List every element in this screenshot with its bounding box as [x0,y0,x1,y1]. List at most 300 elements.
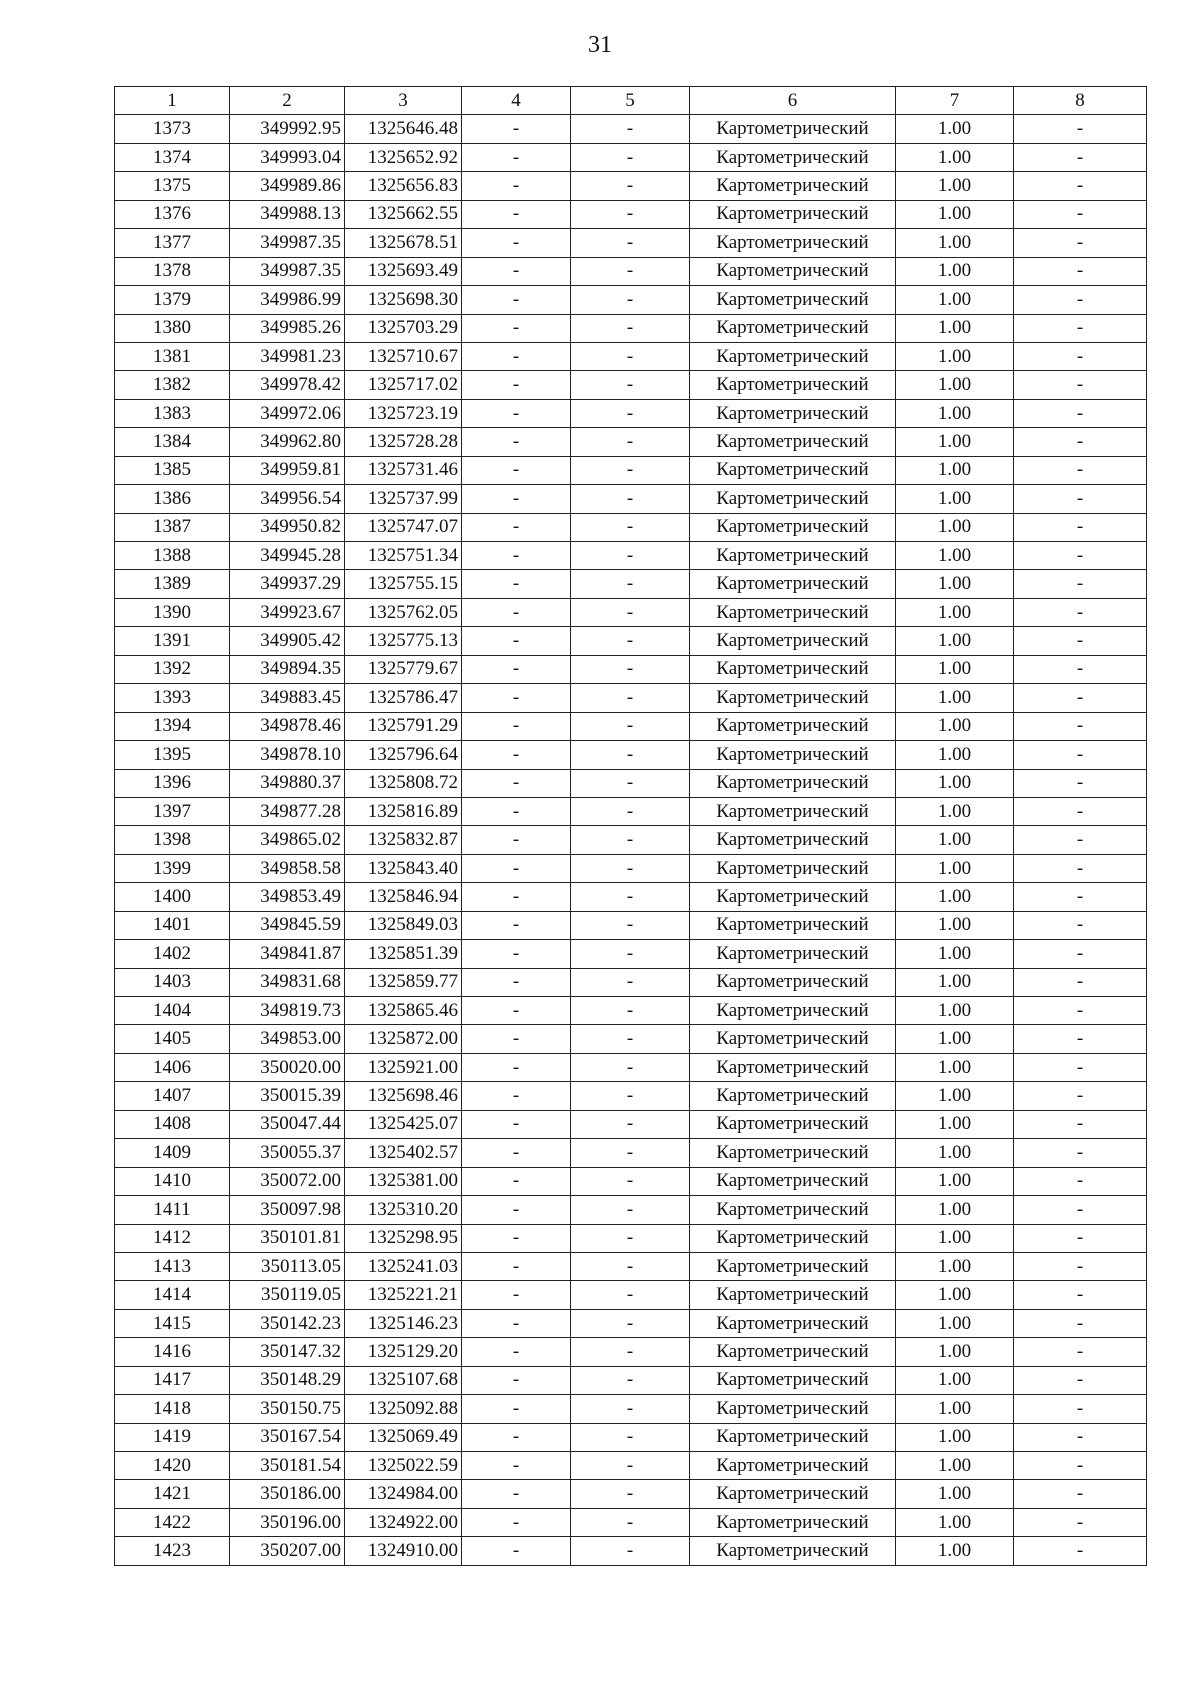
column-header: 4 [462,87,571,115]
method-cell: Картометрический [690,769,896,797]
col5-cell: - [571,911,690,939]
method-cell: Картометрический [690,286,896,314]
col5-cell: - [571,172,690,200]
x-coordinate-cell: 349987.35 [230,257,345,285]
method-cell: Картометрический [690,627,896,655]
y-coordinate-cell: 1325808.72 [345,769,462,797]
method-cell: Картометрический [690,1224,896,1252]
col8-cell: - [1014,456,1147,484]
y-coordinate-cell: 1325921.00 [345,1053,462,1081]
col5-cell: - [571,1110,690,1138]
col8-cell: - [1014,712,1147,740]
x-coordinate-cell: 350181.54 [230,1452,345,1480]
point-number-cell: 1405 [115,1025,230,1053]
col5-cell: - [571,342,690,370]
y-coordinate-cell: 1325656.83 [345,172,462,200]
accuracy-cell: 1.00 [896,968,1014,996]
col5-cell: - [571,1139,690,1167]
col8-cell: - [1014,684,1147,712]
x-coordinate-cell: 350150.75 [230,1395,345,1423]
col4-cell: - [462,485,571,513]
y-coordinate-cell: 1325710.67 [345,342,462,370]
point-number-cell: 1420 [115,1452,230,1480]
table-row [115,1281,1147,1309]
x-coordinate-cell: 349853.00 [230,1025,345,1053]
y-coordinate-cell: 1325843.40 [345,854,462,882]
table-row [115,598,1147,626]
column-header: 3 [345,87,462,115]
col4-cell: - [462,712,571,740]
method-cell: Картометрический [690,342,896,370]
col5-cell: - [571,769,690,797]
table-row [115,286,1147,314]
col4-cell: - [462,1025,571,1053]
table-row [115,883,1147,911]
method-cell: Картометрический [690,257,896,285]
table-row [115,1167,1147,1195]
x-coordinate-cell: 349986.99 [230,286,345,314]
accuracy-cell: 1.00 [896,1224,1014,1252]
col8-cell: - [1014,1452,1147,1480]
accuracy-cell: 1.00 [896,741,1014,769]
method-cell: Картометрический [690,883,896,911]
col4-cell: - [462,1309,571,1337]
table-row [115,826,1147,854]
col8-cell: - [1014,655,1147,683]
method-cell: Картометрический [690,1139,896,1167]
point-number-cell: 1409 [115,1139,230,1167]
method-cell: Картометрический [690,968,896,996]
col8-cell: - [1014,314,1147,342]
col8-cell: - [1014,911,1147,939]
x-coordinate-cell: 349978.42 [230,371,345,399]
col4-cell: - [462,229,571,257]
col8-cell: - [1014,1025,1147,1053]
accuracy-cell: 1.00 [896,1309,1014,1337]
x-coordinate-cell: 349923.67 [230,598,345,626]
col4-cell: - [462,314,571,342]
method-cell: Картометрический [690,1082,896,1110]
col8-cell: - [1014,485,1147,513]
accuracy-cell: 1.00 [896,115,1014,143]
accuracy-cell: 1.00 [896,1196,1014,1224]
col4-cell: - [462,513,571,541]
point-number-cell: 1374 [115,143,230,171]
x-coordinate-cell: 349883.45 [230,684,345,712]
accuracy-cell: 1.00 [896,314,1014,342]
column-header: 5 [571,87,690,115]
x-coordinate-cell: 349819.73 [230,997,345,1025]
col4-cell: - [462,1537,571,1565]
y-coordinate-cell: 1325791.29 [345,712,462,740]
x-coordinate-cell: 350101.81 [230,1224,345,1252]
col4-cell: - [462,826,571,854]
method-cell: Картометрический [690,1366,896,1394]
col5-cell: - [571,1252,690,1280]
col8-cell: - [1014,826,1147,854]
accuracy-cell: 1.00 [896,428,1014,456]
x-coordinate-cell: 350072.00 [230,1167,345,1195]
col5-cell: - [571,143,690,171]
accuracy-cell: 1.00 [896,229,1014,257]
accuracy-cell: 1.00 [896,1423,1014,1451]
col5-cell: - [571,1537,690,1565]
x-coordinate-cell: 349993.04 [230,143,345,171]
y-coordinate-cell: 1325737.99 [345,485,462,513]
table-row [115,655,1147,683]
accuracy-cell: 1.00 [896,257,1014,285]
method-cell: Картометрический [690,997,896,1025]
coordinates-table [114,86,1147,1566]
y-coordinate-cell: 1325851.39 [345,940,462,968]
point-number-cell: 1382 [115,371,230,399]
point-number-cell: 1413 [115,1252,230,1280]
col5-cell: - [571,797,690,825]
col4-cell: - [462,1110,571,1138]
x-coordinate-cell: 349878.10 [230,741,345,769]
accuracy-cell: 1.00 [896,570,1014,598]
table-row [115,371,1147,399]
accuracy-cell: 1.00 [896,143,1014,171]
method-cell: Картометрический [690,542,896,570]
method-cell: Картометрический [690,428,896,456]
x-coordinate-cell: 350147.32 [230,1338,345,1366]
col5-cell: - [571,741,690,769]
accuracy-cell: 1.00 [896,485,1014,513]
column-header: 6 [690,87,896,115]
col5-cell: - [571,1508,690,1536]
y-coordinate-cell: 1325107.68 [345,1366,462,1394]
x-coordinate-cell: 349937.29 [230,570,345,598]
col8-cell: - [1014,1366,1147,1394]
col8-cell: - [1014,1139,1147,1167]
x-coordinate-cell: 349985.26 [230,314,345,342]
x-coordinate-cell: 349956.54 [230,485,345,513]
x-coordinate-cell: 349962.80 [230,428,345,456]
col8-cell: - [1014,513,1147,541]
col4-cell: - [462,997,571,1025]
x-coordinate-cell: 349950.82 [230,513,345,541]
col4-cell: - [462,456,571,484]
table-row [115,342,1147,370]
col4-cell: - [462,257,571,285]
table-row [115,940,1147,968]
col5-cell: - [571,655,690,683]
accuracy-cell: 1.00 [896,513,1014,541]
table-row [115,1025,1147,1053]
accuracy-cell: 1.00 [896,1252,1014,1280]
col4-cell: - [462,883,571,911]
y-coordinate-cell: 1325022.59 [345,1452,462,1480]
table-header-row [115,87,1147,115]
table-row [115,712,1147,740]
accuracy-cell: 1.00 [896,826,1014,854]
method-cell: Картометрический [690,1537,896,1565]
method-cell: Картометрический [690,1196,896,1224]
table-row [115,1395,1147,1423]
col8-cell: - [1014,115,1147,143]
x-coordinate-cell: 349865.02 [230,826,345,854]
col5-cell: - [571,1480,690,1508]
x-coordinate-cell: 350055.37 [230,1139,345,1167]
table-row [115,1309,1147,1337]
y-coordinate-cell: 1325703.29 [345,314,462,342]
accuracy-cell: 1.00 [896,1537,1014,1565]
y-coordinate-cell: 1325425.07 [345,1110,462,1138]
col8-cell: - [1014,1338,1147,1366]
col5-cell: - [571,1167,690,1195]
y-coordinate-cell: 1324910.00 [345,1537,462,1565]
point-number-cell: 1396 [115,769,230,797]
point-number-cell: 1403 [115,968,230,996]
y-coordinate-cell: 1325146.23 [345,1309,462,1337]
y-coordinate-cell: 1325775.13 [345,627,462,655]
x-coordinate-cell: 350020.00 [230,1053,345,1081]
col4-cell: - [462,1224,571,1252]
point-number-cell: 1381 [115,342,230,370]
accuracy-cell: 1.00 [896,399,1014,427]
point-number-cell: 1406 [115,1053,230,1081]
point-number-cell: 1423 [115,1537,230,1565]
col5-cell: - [571,627,690,655]
point-number-cell: 1399 [115,854,230,882]
point-number-cell: 1415 [115,1309,230,1337]
col5-cell: - [571,684,690,712]
x-coordinate-cell: 349987.35 [230,229,345,257]
col5-cell: - [571,1281,690,1309]
table-row [115,513,1147,541]
table-row [115,1224,1147,1252]
table-row [115,1252,1147,1280]
col4-cell: - [462,428,571,456]
x-coordinate-cell: 350015.39 [230,1082,345,1110]
y-coordinate-cell: 1325731.46 [345,456,462,484]
col8-cell: - [1014,1252,1147,1280]
col8-cell: - [1014,143,1147,171]
col5-cell: - [571,371,690,399]
point-number-cell: 1391 [115,627,230,655]
accuracy-cell: 1.00 [896,1110,1014,1138]
y-coordinate-cell: 1325832.87 [345,826,462,854]
method-cell: Картометрический [690,570,896,598]
col8-cell: - [1014,399,1147,427]
y-coordinate-cell: 1324922.00 [345,1508,462,1536]
y-coordinate-cell: 1325129.20 [345,1338,462,1366]
point-number-cell: 1422 [115,1508,230,1536]
point-number-cell: 1398 [115,826,230,854]
table-row [115,997,1147,1025]
x-coordinate-cell: 349992.95 [230,115,345,143]
method-cell: Картометрический [690,598,896,626]
y-coordinate-cell: 1325646.48 [345,115,462,143]
table-row [115,769,1147,797]
col4-cell: - [462,570,571,598]
method-cell: Картометрический [690,911,896,939]
y-coordinate-cell: 1325698.30 [345,286,462,314]
accuracy-cell: 1.00 [896,1338,1014,1366]
point-number-cell: 1401 [115,911,230,939]
point-number-cell: 1404 [115,997,230,1025]
col5-cell: - [571,598,690,626]
method-cell: Картометрический [690,143,896,171]
method-cell: Картометрический [690,172,896,200]
column-header: 7 [896,87,1014,115]
accuracy-cell: 1.00 [896,1480,1014,1508]
col5-cell: - [571,513,690,541]
y-coordinate-cell: 1325069.49 [345,1423,462,1451]
col8-cell: - [1014,598,1147,626]
col8-cell: - [1014,342,1147,370]
method-cell: Картометрический [690,1338,896,1366]
method-cell: Картометрический [690,115,896,143]
accuracy-cell: 1.00 [896,1508,1014,1536]
col4-cell: - [462,143,571,171]
table-row [115,1366,1147,1394]
accuracy-cell: 1.00 [896,1167,1014,1195]
col8-cell: - [1014,172,1147,200]
y-coordinate-cell: 1325717.02 [345,371,462,399]
x-coordinate-cell: 349841.87 [230,940,345,968]
y-coordinate-cell: 1325092.88 [345,1395,462,1423]
y-coordinate-cell: 1325678.51 [345,229,462,257]
point-number-cell: 1419 [115,1423,230,1451]
accuracy-cell: 1.00 [896,456,1014,484]
table-row [115,1480,1147,1508]
x-coordinate-cell: 349878.46 [230,712,345,740]
table-row [115,1537,1147,1565]
y-coordinate-cell: 1325698.46 [345,1082,462,1110]
y-coordinate-cell: 1325652.92 [345,143,462,171]
table-row [115,741,1147,769]
point-number-cell: 1402 [115,940,230,968]
accuracy-cell: 1.00 [896,1053,1014,1081]
table-row [115,456,1147,484]
table-row [115,684,1147,712]
col4-cell: - [462,1338,571,1366]
table-row [115,257,1147,285]
y-coordinate-cell: 1325747.07 [345,513,462,541]
method-cell: Картометрический [690,1452,896,1480]
y-coordinate-cell: 1325221.21 [345,1281,462,1309]
accuracy-cell: 1.00 [896,172,1014,200]
accuracy-cell: 1.00 [896,200,1014,228]
col8-cell: - [1014,1537,1147,1565]
x-coordinate-cell: 349972.06 [230,399,345,427]
col4-cell: - [462,286,571,314]
point-number-cell: 1390 [115,598,230,626]
column-header: 1 [115,87,230,115]
col5-cell: - [571,399,690,427]
y-coordinate-cell: 1325865.46 [345,997,462,1025]
point-number-cell: 1378 [115,257,230,285]
point-number-cell: 1411 [115,1196,230,1224]
method-cell: Картометрический [690,200,896,228]
y-coordinate-cell: 1325762.05 [345,598,462,626]
col5-cell: - [571,115,690,143]
y-coordinate-cell: 1325751.34 [345,542,462,570]
col8-cell: - [1014,229,1147,257]
accuracy-cell: 1.00 [896,854,1014,882]
accuracy-cell: 1.00 [896,1025,1014,1053]
col8-cell: - [1014,1480,1147,1508]
accuracy-cell: 1.00 [896,371,1014,399]
col8-cell: - [1014,1053,1147,1081]
accuracy-cell: 1.00 [896,542,1014,570]
table-row [115,1110,1147,1138]
col5-cell: - [571,1366,690,1394]
y-coordinate-cell: 1325310.20 [345,1196,462,1224]
point-number-cell: 1421 [115,1480,230,1508]
table-row [115,1196,1147,1224]
point-number-cell: 1385 [115,456,230,484]
accuracy-cell: 1.00 [896,797,1014,825]
col8-cell: - [1014,1196,1147,1224]
method-cell: Картометрический [690,684,896,712]
col4-cell: - [462,968,571,996]
col5-cell: - [571,854,690,882]
col4-cell: - [462,627,571,655]
point-number-cell: 1384 [115,428,230,456]
col5-cell: - [571,940,690,968]
col8-cell: - [1014,1423,1147,1451]
col8-cell: - [1014,257,1147,285]
col5-cell: - [571,712,690,740]
x-coordinate-cell: 350047.44 [230,1110,345,1138]
col8-cell: - [1014,741,1147,769]
method-cell: Картометрический [690,229,896,257]
point-number-cell: 1408 [115,1110,230,1138]
col5-cell: - [571,1309,690,1337]
method-cell: Картометрический [690,1053,896,1081]
col5-cell: - [571,997,690,1025]
accuracy-cell: 1.00 [896,627,1014,655]
col8-cell: - [1014,428,1147,456]
y-coordinate-cell: 1325786.47 [345,684,462,712]
x-coordinate-cell: 350207.00 [230,1537,345,1565]
method-cell: Картометрический [690,655,896,683]
point-number-cell: 1393 [115,684,230,712]
point-number-cell: 1400 [115,883,230,911]
accuracy-cell: 1.00 [896,684,1014,712]
method-cell: Картометрический [690,1252,896,1280]
accuracy-cell: 1.00 [896,286,1014,314]
col8-cell: - [1014,371,1147,399]
col5-cell: - [571,314,690,342]
table-row [115,627,1147,655]
accuracy-cell: 1.00 [896,342,1014,370]
point-number-cell: 1383 [115,399,230,427]
point-number-cell: 1377 [115,229,230,257]
col4-cell: - [462,1167,571,1195]
x-coordinate-cell: 349988.13 [230,200,345,228]
y-coordinate-cell: 1325872.00 [345,1025,462,1053]
point-number-cell: 1380 [115,314,230,342]
point-number-cell: 1392 [115,655,230,683]
accuracy-cell: 1.00 [896,1082,1014,1110]
method-cell: Картометрический [690,371,896,399]
col4-cell: - [462,1395,571,1423]
x-coordinate-cell: 350148.29 [230,1366,345,1394]
method-cell: Картометрический [690,854,896,882]
y-coordinate-cell: 1325662.55 [345,200,462,228]
table-row [115,570,1147,598]
y-coordinate-cell: 1325723.19 [345,399,462,427]
col4-cell: - [462,1480,571,1508]
column-header: 2 [230,87,345,115]
method-cell: Картометрический [690,1423,896,1451]
col5-cell: - [571,1395,690,1423]
col5-cell: - [571,1025,690,1053]
